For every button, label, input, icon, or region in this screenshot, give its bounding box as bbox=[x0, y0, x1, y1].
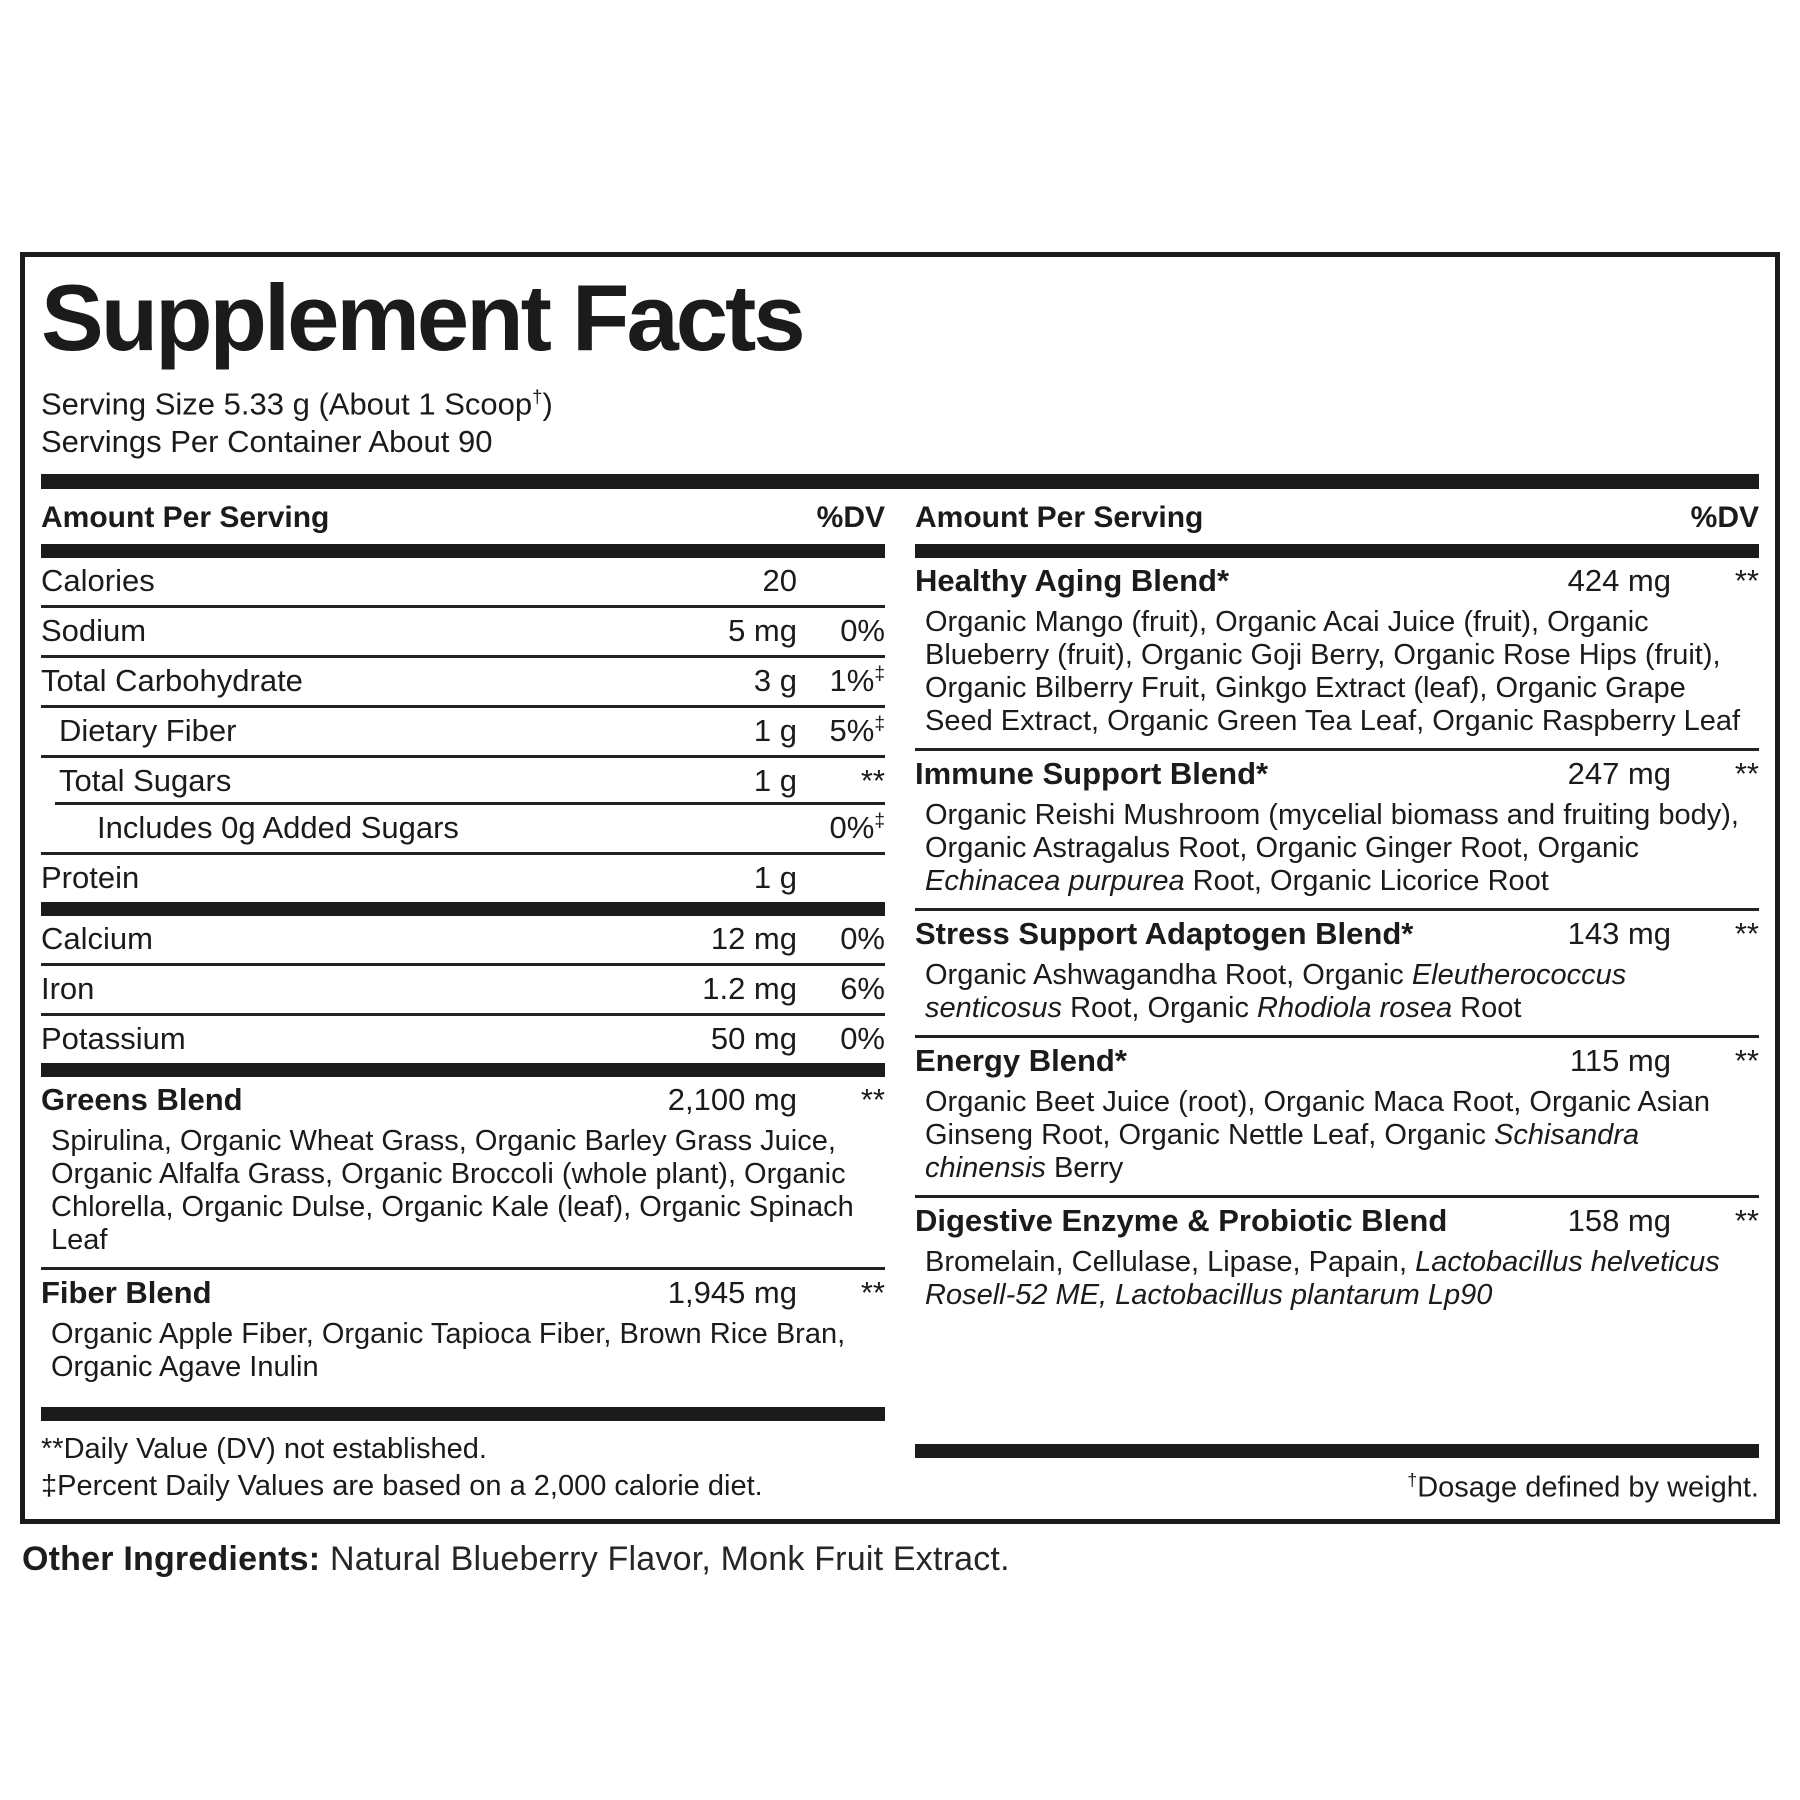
section-divider-bar bbox=[41, 902, 885, 916]
amount-per-serving-label: Amount Per Serving bbox=[915, 501, 1204, 535]
footnote-mark: ‡ bbox=[874, 663, 885, 685]
nutrient-row bbox=[41, 855, 885, 902]
blend-rows bbox=[915, 558, 1759, 1322]
daily-value bbox=[797, 763, 885, 799]
nutrient-name: Healthy Aging Blend* bbox=[915, 563, 1230, 599]
nutrient-section bbox=[41, 558, 885, 608]
nutrient-section bbox=[41, 805, 885, 855]
percent-dv-basis-footnote: ‡Percent Daily Values are based on a 2,000 calorie diet. bbox=[41, 1470, 763, 1502]
blend-header-row bbox=[915, 1038, 1759, 1085]
nutrient-name: Includes 0g Added Sugars bbox=[97, 810, 459, 846]
blend-section bbox=[915, 1038, 1759, 1198]
latin-name-italic: Echinacea purpurea bbox=[925, 865, 1185, 898]
serving-size-text: Serving Size 5.33 g (About 1 Scoop bbox=[41, 386, 533, 422]
latin-name-italic: Lactobacillus helveticus Rosell-52 ME, Lactobacillus plantarum Lp90 bbox=[925, 1246, 1720, 1312]
ingredient-text: Organic Reishi Mushroom (mycelial biomass and fruiting body), Organic Astragalus Root, Organic Ginger Root, Organic bbox=[925, 799, 1739, 865]
nutrient-section bbox=[41, 966, 885, 1016]
amount-value: 20 bbox=[762, 563, 797, 599]
nutrient-name: Potassium bbox=[41, 1021, 186, 1057]
dv-text: ** bbox=[1734, 756, 1759, 792]
nutrient-row bbox=[41, 558, 885, 605]
amount-value: 1 g bbox=[753, 763, 797, 799]
dv-text: ** bbox=[1734, 1203, 1759, 1239]
dagger-mark: † bbox=[532, 385, 543, 407]
nutrient-row bbox=[41, 805, 885, 852]
dv-text: 0% bbox=[840, 921, 885, 957]
percent-dv-label: %DV bbox=[1690, 501, 1759, 535]
daily-value bbox=[797, 810, 885, 846]
daily-value bbox=[797, 1021, 885, 1057]
footnote-mark: ‡ bbox=[874, 713, 885, 735]
nutrient-name: Protein bbox=[41, 860, 140, 896]
latin-name-italic: Rhodiola rosea bbox=[1257, 992, 1453, 1025]
nutrient-row bbox=[41, 966, 885, 1013]
header-divider-bar bbox=[41, 544, 885, 558]
blend-section bbox=[915, 1198, 1759, 1322]
other-ingredients-label: Other Ingredients: bbox=[22, 1540, 321, 1578]
latin-name-italic: Schisandra chinensis bbox=[925, 1119, 1640, 1185]
ingredient-text: Organic Beet Juice (root), Organic Maca Root, Organic Asian Ginseng Root, Organic Nettle Leaf, Organic bbox=[925, 1086, 1710, 1152]
ingredient-text: Berry bbox=[1045, 1152, 1124, 1185]
daily-value bbox=[1671, 1203, 1759, 1239]
amount-value: 158 mg bbox=[1567, 1203, 1671, 1239]
footnote-divider-bar bbox=[41, 1407, 885, 1421]
dv-text: ** bbox=[860, 1082, 885, 1118]
daily-value bbox=[797, 613, 885, 649]
nutrient-row bbox=[41, 658, 885, 705]
blend-ingredients bbox=[41, 1317, 885, 1394]
dv-text: ** bbox=[1734, 1043, 1759, 1079]
dosage-footnote-text: Dosage defined by weight. bbox=[1417, 1472, 1759, 1504]
amount-value: 2,100 mg bbox=[667, 1082, 797, 1118]
daily-value bbox=[1671, 1043, 1759, 1079]
amount-value: 424 mg bbox=[1567, 563, 1671, 599]
nutrient-name: Iron bbox=[41, 971, 95, 1007]
nutrient-row bbox=[41, 1016, 885, 1063]
percent-dv-label: %DV bbox=[816, 501, 885, 535]
amount-value: 115 mg bbox=[1569, 1043, 1671, 1079]
daily-value bbox=[797, 921, 885, 957]
right-bottom-group bbox=[915, 1444, 1759, 1505]
section-divider-bar bbox=[41, 1063, 885, 1077]
footnote-divider-bar bbox=[915, 1444, 1759, 1458]
blend-header-row bbox=[915, 558, 1759, 605]
blend-ingredients bbox=[915, 1245, 1759, 1322]
amount-value: 50 mg bbox=[710, 1021, 797, 1057]
daily-value bbox=[797, 1275, 885, 1311]
blend-section bbox=[915, 911, 1759, 1038]
other-ingredients-text: Natural Blueberry Flavor, Monk Fruit Extract. bbox=[320, 1540, 1010, 1578]
nutrient-name: Stress Support Adaptogen Blend* bbox=[915, 916, 1414, 952]
nutrient-name: Fiber Blend bbox=[41, 1275, 212, 1311]
blend-header-row bbox=[915, 1198, 1759, 1245]
nutrient-name: Calcium bbox=[41, 921, 153, 957]
daily-value bbox=[1671, 756, 1759, 792]
dv-not-established-footnote: **Daily Value (DV) not established. bbox=[41, 1433, 487, 1465]
latin-name-italic: Eleutherococcus senticosus bbox=[925, 959, 1627, 1025]
nutrient-section bbox=[41, 916, 885, 966]
nutrient-name: Sodium bbox=[41, 613, 147, 649]
facts-columns bbox=[41, 489, 1759, 1505]
blend-header-row bbox=[915, 911, 1759, 958]
top-divider-bar bbox=[41, 474, 1759, 489]
dv-text: 6% bbox=[840, 971, 885, 1007]
nutrient-name: Calories bbox=[41, 563, 155, 599]
daily-value bbox=[1671, 916, 1759, 952]
nutrient-row bbox=[41, 608, 885, 655]
supplement-facts-panel bbox=[20, 252, 1780, 1524]
nutrient-name: Total Sugars bbox=[59, 763, 232, 799]
daily-value bbox=[797, 1082, 885, 1118]
ingredient-text: Spirulina, Organic Wheat Grass, Organic Barley Grass Juice, Organic Alfalfa Grass, Organic Broccoli (whole plant), Organic Chlorella, Organic Dulse, Organic Kale (leaf), Organic Spinach Leaf bbox=[51, 1125, 854, 1257]
amount-value: 1,945 mg bbox=[667, 1275, 797, 1311]
left-column bbox=[41, 489, 885, 1505]
amount-value: 3 g bbox=[753, 663, 797, 699]
ingredient-text: Root, Organic bbox=[1062, 992, 1258, 1025]
blend-section bbox=[915, 558, 1759, 751]
serving-size-close: ) bbox=[542, 386, 553, 422]
amount-value: 1 g bbox=[753, 713, 797, 749]
dagger-mark: † bbox=[1407, 1470, 1418, 1491]
blend-header-row bbox=[41, 1270, 885, 1317]
blend-ingredients bbox=[915, 798, 1759, 908]
nutrient-section bbox=[41, 608, 885, 658]
panel-title: Supplement Facts bbox=[41, 265, 803, 370]
blend-ingredients bbox=[915, 605, 1759, 748]
dv-text: 0% bbox=[840, 613, 885, 649]
blend-ingredients bbox=[41, 1124, 885, 1267]
header-divider-bar bbox=[915, 544, 1759, 558]
blend-header-row bbox=[41, 1077, 885, 1124]
right-column-header bbox=[915, 489, 1759, 544]
left-column-header bbox=[41, 489, 885, 544]
amount-value: 143 mg bbox=[1567, 916, 1671, 952]
nutrient-section bbox=[41, 1016, 885, 1063]
nutrient-name: Immune Support Blend* bbox=[915, 756, 1269, 792]
ingredient-text: Organic Mango (fruit), Organic Acai Juice (fruit), Organic Blueberry (fruit), Organic Goji Berry, Organic Rose Hips (fruit), Organic Bilberry Fruit, Ginkgo Extract (leaf), Organic Grape Seed Extract, Organic Green Tea Leaf, Organic Raspberry Leaf bbox=[925, 606, 1741, 738]
dv-text: ** bbox=[860, 1275, 885, 1311]
amount-value: 247 mg bbox=[1567, 756, 1671, 792]
dv-text: 0% bbox=[840, 1021, 885, 1057]
blend-section bbox=[41, 1270, 885, 1394]
dv-text: 0% bbox=[829, 810, 875, 846]
nutrient-row bbox=[41, 916, 885, 963]
amount-value: 1.2 mg bbox=[702, 971, 797, 1007]
ingredient-text: Organic Ashwagandha Root, Organic bbox=[925, 959, 1412, 992]
nutrient-section bbox=[41, 708, 885, 758]
ingredient-text: Bromelain, Cellulase, Lipase, Papain, bbox=[925, 1246, 1416, 1279]
nutrient-row bbox=[41, 708, 885, 755]
ingredient-text: Root, Organic Licorice Root bbox=[1184, 865, 1549, 898]
footnote-mark: ‡ bbox=[874, 810, 885, 832]
left-bottom-group bbox=[41, 1407, 885, 1505]
nutrient-name: Total Carbohydrate bbox=[41, 663, 303, 699]
amount-per-serving-label: Amount Per Serving bbox=[41, 501, 330, 535]
amount-value: 5 mg bbox=[728, 613, 797, 649]
daily-value bbox=[797, 971, 885, 1007]
nutrient-section bbox=[41, 658, 885, 708]
dv-text: ** bbox=[1734, 916, 1759, 952]
dosage-footnote bbox=[915, 1458, 1759, 1505]
blend-ingredients bbox=[915, 958, 1759, 1035]
dv-text: 1% bbox=[829, 663, 875, 699]
blend-header-row bbox=[915, 751, 1759, 798]
servings-per-container-line: Servings Per Container About 90 bbox=[41, 424, 493, 460]
nutrient-name: Dietary Fiber bbox=[59, 713, 237, 749]
nutrient-row bbox=[41, 758, 885, 805]
dv-text: 5% bbox=[829, 713, 875, 749]
nutrient-name: Energy Blend* bbox=[915, 1043, 1127, 1079]
nutrient-section bbox=[41, 855, 885, 902]
blend-section bbox=[41, 1077, 885, 1270]
blend-ingredients bbox=[915, 1085, 1759, 1195]
dv-text: ** bbox=[1734, 563, 1759, 599]
amount-value: 12 mg bbox=[710, 921, 797, 957]
serving-size-line bbox=[41, 378, 1759, 423]
nutrient-rows bbox=[41, 558, 885, 1394]
amount-value: 1 g bbox=[753, 860, 797, 896]
nutrient-section bbox=[41, 758, 885, 805]
nutrient-name: Greens Blend bbox=[41, 1082, 243, 1118]
nutrient-name: Digestive Enzyme & Probiotic Blend bbox=[915, 1203, 1448, 1239]
daily-value bbox=[1671, 563, 1759, 599]
daily-value bbox=[797, 663, 885, 699]
ingredient-text: Organic Apple Fiber, Organic Tapioca Fiber, Brown Rice Bran, Organic Agave Inulin bbox=[51, 1318, 846, 1384]
right-column bbox=[915, 489, 1759, 1505]
dv-text: ** bbox=[860, 763, 885, 799]
daily-value bbox=[797, 713, 885, 749]
other-ingredients-line bbox=[22, 1540, 1762, 1579]
ingredient-text: Root bbox=[1452, 992, 1522, 1025]
blend-section bbox=[915, 751, 1759, 911]
